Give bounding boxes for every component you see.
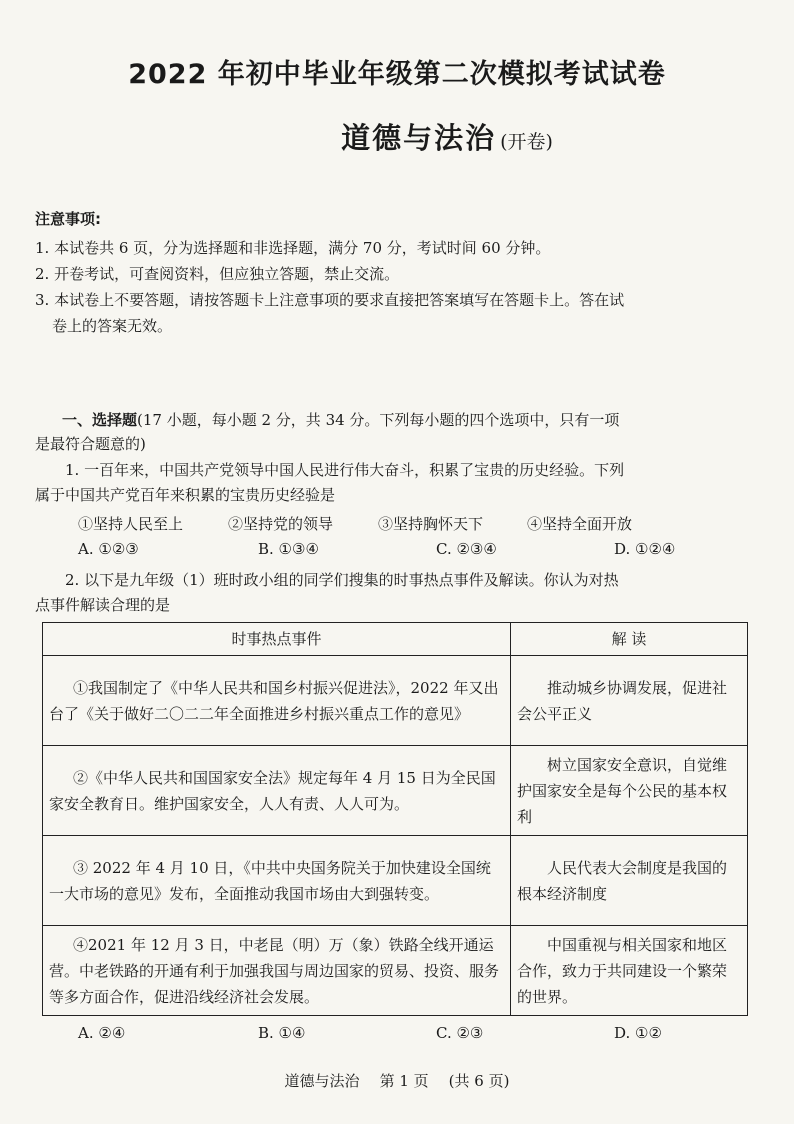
table-row [43, 746, 748, 836]
footer-page-number: 第 1 页 [379, 1072, 429, 1090]
q1-option-b: B. ①③④ [258, 540, 319, 558]
subject-name: 道德与法治 [341, 121, 497, 155]
q1-option-d: D. ①②④ [614, 540, 676, 558]
table-header-row [43, 623, 748, 656]
col-header-event: 时事热点事件 [43, 623, 511, 656]
reading-cell: 中国重视与相关国家和地区合作，致力于共同建设一个繁荣的世界。 [511, 926, 748, 1016]
event-cell: ①我国制定了《中华人民共和国乡村振兴促进法》，2022 年又出台了《关于做好二〇二二年全面推进乡村振兴重点工作的意见》 [43, 656, 511, 746]
q1-item: ④坚持全面开放 [527, 515, 633, 533]
q2-option-d: D. ①② [614, 1024, 662, 1042]
section-intro-line [62, 408, 619, 432]
reading-cell: 人民代表大会制度是我国的根本经济制度 [511, 836, 748, 926]
page-footer [0, 1070, 794, 1091]
q1-option-a: A. ①②③ [78, 540, 139, 558]
events-table [42, 622, 748, 1016]
subject-heading [0, 116, 794, 157]
notice-item: 2. 开卷考试，可查阅资料，但应独立答题，禁止交流。 [35, 265, 400, 283]
footer-total-pages: (共 6 页) [448, 1072, 510, 1090]
reading-cell: 推动城乡协调发展，促进社会公平正义 [511, 656, 748, 746]
q1-item: ③坚持胸怀天下 [378, 515, 484, 533]
q2-option-c: C. ②③ [436, 1024, 484, 1042]
event-cell: ④2021 年 12 月 3 日，中老昆（明）万（象）铁路全线开通运营。中老铁路的开通有利于加强我国与周边国家的贸易、投资、服务等多方面合作，促进沿线经济社会发展。 [43, 926, 511, 1016]
section-desc: (17 小题，每小题 2 分，共 34 分。下列每小题的四个选项中，只有一项 [137, 411, 620, 429]
notice-item: 3. 本试卷上不要答题，请按答题卡上注意事项的要求直接把答案填写在答题卡上。答在试 [35, 291, 625, 309]
section-heading: 一、选择题 [62, 411, 138, 429]
exam-title: 2022 年初中毕业年级第二次模拟考试试卷 [128, 59, 666, 90]
table-row [43, 836, 748, 926]
section-desc-cont: 是最符合题意的) [35, 435, 146, 453]
q1-item: ②坚持党的领导 [228, 515, 334, 533]
notice-heading: 注意事项: [35, 210, 101, 228]
q2-stem: 2. 以下是九年级（1）班时政小组的同学们搜集的时事热点事件及解读。你认为对热 [65, 571, 619, 589]
notice-item: 1. 本试卷共 6 页，分为选择题和非选择题，满分 70 分，考试时间 60 分钟。 [35, 239, 551, 257]
col-header-reading: 解 读 [511, 623, 748, 656]
table-row [43, 656, 748, 746]
event-cell: ②《中华人民共和国国家安全法》规定每年 4 月 15 日为全民国家安全教育日。维护国家安全，人人有责、人人可为。 [43, 746, 511, 836]
q1-stem-cont: 属于中国共产党百年来积累的宝贵历史经验是 [35, 486, 336, 504]
table-row [43, 926, 748, 1016]
q2-option-a: A. ②④ [78, 1024, 126, 1042]
subject-note: (开卷) [500, 131, 553, 153]
reading-cell: 树立国家安全意识，自觉维护国家安全是每个公民的基本权利 [511, 746, 748, 836]
q2-option-b: B. ①④ [258, 1024, 306, 1042]
q1-option-c: C. ②③④ [436, 540, 497, 558]
q1-item: ①坚持人民至上 [78, 515, 184, 533]
footer-subject: 道德与法治 [284, 1072, 360, 1090]
q1-stem: 1. 一百年来，中国共产党领导中国人民进行伟大奋斗，积累了宝贵的历史经验。下列 [65, 461, 625, 479]
event-cell: ③ 2022 年 4 月 10 日，《中共中央国务院关于加快建设全国统一大市场的意见》发布，全面推动我国市场由大到强转变。 [43, 836, 511, 926]
q2-stem-cont: 点事件解读合理的是 [35, 596, 171, 614]
notice-item: 卷上的答案无效。 [52, 317, 173, 335]
